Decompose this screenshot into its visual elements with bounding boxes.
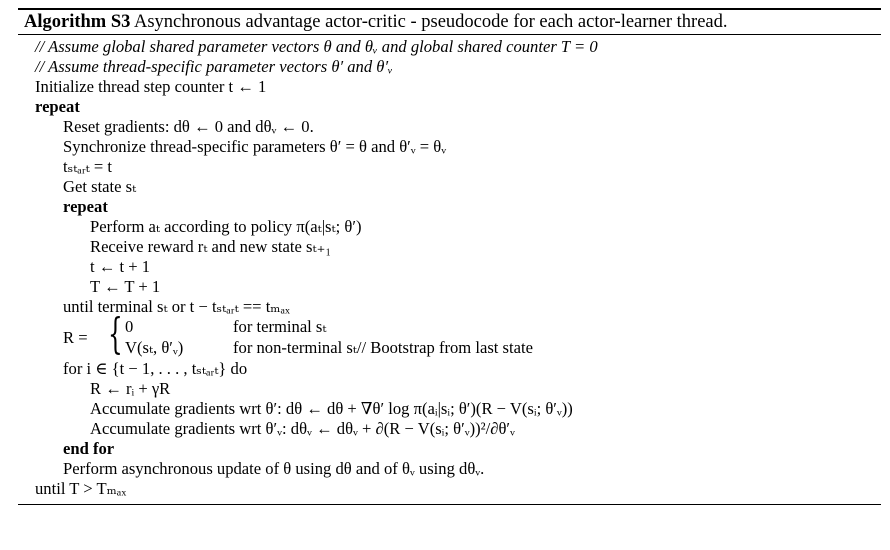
- outer-repeat: repeat: [35, 97, 80, 116]
- case-cond-terminal: for terminal sₜ: [233, 317, 327, 336]
- cases-lhs: R =: [63, 328, 88, 347]
- return-cases: [18, 309, 881, 359]
- synchronize-params: Synchronize thread-specific parameters θ′ = θ and θ′ᵥ = θᵥ: [63, 137, 447, 156]
- accumulate-value-grad: Accumulate gradients wrt θ′ᵥ: dθᵥ ← dθᵥ + ∂(R − V(sᵢ; θ′ᵥ))²/∂θ′ᵥ: [90, 419, 515, 438]
- get-state: Get state sₜ: [63, 177, 137, 196]
- perform-action: Perform aₜ according to policy π(aₜ|sₜ; θ′): [90, 217, 362, 236]
- inner-until: until terminal sₜ or t − tₛₜₐᵣₜ == tₘₐₓ: [63, 297, 290, 316]
- reset-gradients: Reset gradients: dθ ← 0 and dθᵥ ← 0.: [63, 117, 314, 136]
- bottom-rule: [18, 504, 881, 505]
- case-value-nonterminal: V(sₜ, θ′ᵥ): [125, 338, 184, 357]
- init-step-counter: Initialize thread step counter t ← 1: [35, 77, 267, 96]
- t-start-assign: tₛₜₐᵣₜ = t: [63, 157, 112, 176]
- case-value-terminal: 0: [125, 317, 134, 336]
- return-update: R ← rᵢ + γR: [90, 379, 171, 398]
- comment-thread-params: // Assume thread-specific parameter vectors θ′ and θ′ᵥ: [35, 57, 393, 76]
- algorithm-box: [18, 8, 881, 505]
- comment-global-params: // Assume global shared parameter vectors θ and θᵥ and global shared counter T = 0: [35, 37, 598, 56]
- for-loop: for i ∈ {t − 1, . . . , tₛₜₐᵣₜ} do: [63, 359, 248, 378]
- algorithm-header: [18, 10, 881, 34]
- receive-reward: Receive reward rₜ and new state sₜ₊₁: [90, 237, 332, 256]
- async-update: Perform asynchronous update of θ using dθ and of θᵥ using dθᵥ.: [63, 459, 485, 478]
- algorithm-label: Algorithm S3: [24, 12, 131, 32]
- increment-t: t ← t + 1: [90, 257, 151, 276]
- inner-repeat: repeat: [63, 197, 108, 216]
- end-for: end for: [63, 439, 115, 458]
- case-cond-nonterminal: for non-terminal sₜ// Bootstrap from last state: [233, 338, 533, 357]
- algorithm-title: Asynchronous advantage actor-critic - pseudocode for each actor-learner thread.: [130, 12, 728, 32]
- outer-until: until T > Tₘₐₓ: [35, 479, 127, 498]
- algorithm-body: [18, 35, 881, 499]
- increment-T: T ← T + 1: [90, 277, 161, 296]
- accumulate-policy-grad: Accumulate gradients wrt θ′: dθ ← dθ + ∇θ′ log π(aᵢ|sᵢ; θ′)(R − V(sᵢ; θ′ᵥ)): [90, 399, 573, 418]
- cases-brace: {: [108, 309, 123, 358]
